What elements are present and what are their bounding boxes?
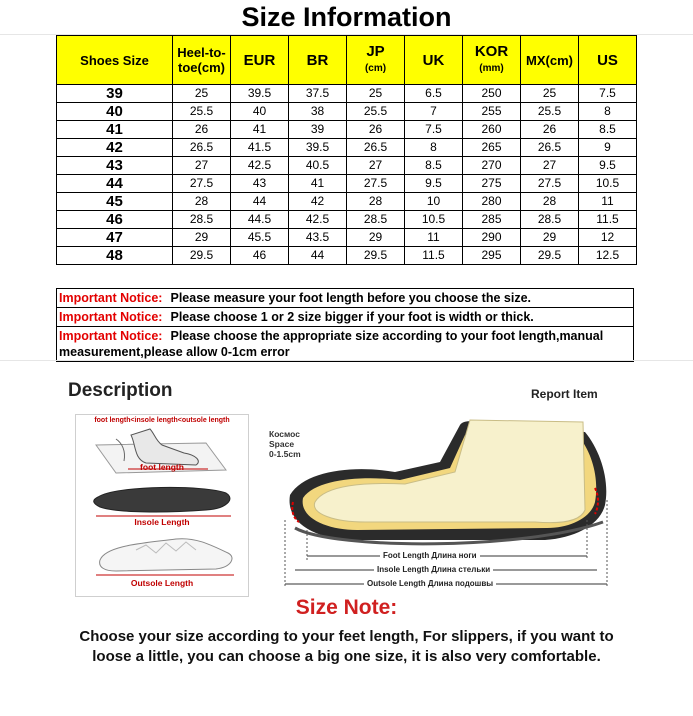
table-row [57, 229, 637, 247]
notice-appropriate-size [56, 326, 634, 362]
foot-length-label: foot length [140, 462, 184, 472]
table-cell: 28 [173, 193, 231, 211]
shoe-size-cell: 44 [57, 175, 173, 193]
page-title: Size Information [241, 2, 452, 32]
table-cell: 25 [347, 85, 405, 103]
table-cell: 12 [579, 229, 637, 247]
table-cell: 39.5 [289, 139, 347, 157]
measurement-illustration [76, 415, 248, 596]
table-row [57, 103, 637, 121]
notice-label: Important Notice: [59, 329, 163, 343]
foot-length-caption: Foot Length Длина ноги [380, 551, 480, 560]
table-cell: 9.5 [579, 157, 637, 175]
table-cell: 270 [463, 157, 521, 175]
table-cell: 255 [463, 103, 521, 121]
table-cell: 28.5 [173, 211, 231, 229]
table-cell: 41 [231, 121, 289, 139]
size-note-title: Size Note: [295, 596, 398, 619]
table-cell: 26 [521, 121, 579, 139]
header-kor: KOR (mm) [463, 36, 521, 85]
table-cell: 39.5 [231, 85, 289, 103]
insole-length-label: Insole Length [134, 517, 190, 527]
notice-bigger-size [56, 307, 634, 327]
insole-shape [94, 487, 230, 512]
table-cell: 27 [173, 157, 231, 175]
size-note-text: Choose your size according to your feet length, For slippers, if you want to loose a little, you can choose a big one size, it is also very comfortable. [79, 628, 614, 665]
table-cell: 44 [289, 247, 347, 265]
table-cell: 285 [463, 211, 521, 229]
table-cell: 8.5 [405, 157, 463, 175]
table-cell: 7 [405, 103, 463, 121]
table-cell: 25 [173, 85, 231, 103]
header-uk: UK [405, 36, 463, 85]
panel-heading: foot length<insole length<outsole length [94, 417, 230, 424]
table-cell: 11.5 [405, 247, 463, 265]
table-cell: 29 [347, 229, 405, 247]
table-cell: 27.5 [521, 175, 579, 193]
table-cell: 41.5 [231, 139, 289, 157]
measurement-panel [75, 414, 249, 597]
table-cell: 45.5 [231, 229, 289, 247]
table-cell: 12.5 [579, 247, 637, 265]
table-cell: 29 [173, 229, 231, 247]
table-cell: 38 [289, 103, 347, 121]
table-header-row [57, 36, 637, 85]
table-cell: 37.5 [289, 85, 347, 103]
header-us: US [579, 36, 637, 85]
table-cell: 10.5 [579, 175, 637, 193]
notice-text: Please choose the appropriate size according to your foot length,manual measurement,please allow 0-1cm error [59, 329, 604, 359]
header-mx: MX(cm) [521, 36, 579, 85]
header-shoes-size: Shoes Size [57, 36, 173, 85]
table-row [57, 85, 637, 103]
table-cell: 10.5 [405, 211, 463, 229]
notice-label: Important Notice: [59, 310, 163, 324]
table-cell: 42.5 [289, 211, 347, 229]
table-cell: 6.5 [405, 85, 463, 103]
table-cell: 27.5 [173, 175, 231, 193]
table-cell: 29.5 [521, 247, 579, 265]
table-cell: 28.5 [521, 211, 579, 229]
shoe-size-cell: 46 [57, 211, 173, 229]
table-cell: 11 [405, 229, 463, 247]
shoe-size-cell: 42 [57, 139, 173, 157]
table-cell: 43 [231, 175, 289, 193]
table-cell: 250 [463, 85, 521, 103]
table-cell: 28 [347, 193, 405, 211]
divider [0, 360, 693, 361]
shoe-size-cell: 40 [57, 103, 173, 121]
notice-text: Please measure your foot length before you choose the size. [170, 291, 531, 305]
table-row [57, 157, 637, 175]
table-cell: 9.5 [405, 175, 463, 193]
shoe-cross-section [265, 410, 625, 590]
table-cell: 29.5 [173, 247, 231, 265]
table-cell: 8.5 [579, 121, 637, 139]
header-br: BR [289, 36, 347, 85]
insole-length-caption: Insole Length Длина стельки [374, 565, 493, 574]
table-cell: 44.5 [231, 211, 289, 229]
report-item-label: Report Item [531, 387, 598, 401]
cosmos-range: 0-1.5cm [269, 449, 301, 459]
table-cell: 290 [463, 229, 521, 247]
table-cell: 28.5 [347, 211, 405, 229]
table-cell: 26.5 [521, 139, 579, 157]
table-cell: 7.5 [405, 121, 463, 139]
outsole-length-caption: Outsole Length Длина подошвы [364, 579, 496, 588]
table-cell: 25.5 [521, 103, 579, 121]
table-cell: 9 [579, 139, 637, 157]
shoe-size-cell: 43 [57, 157, 173, 175]
table-cell: 11 [579, 193, 637, 211]
shoe-size-cell: 48 [57, 247, 173, 265]
description-title: Description [68, 380, 173, 401]
table-cell: 27 [521, 157, 579, 175]
cosmos-label-en: Space [269, 439, 295, 449]
cosmos-label-ru: Космос [269, 429, 300, 439]
table-row [57, 175, 637, 193]
table-cell: 26 [347, 121, 405, 139]
table-cell: 29.5 [347, 247, 405, 265]
table-cell: 265 [463, 139, 521, 157]
table-cell: 27 [347, 157, 405, 175]
header-jp: JP (cm) [347, 36, 405, 85]
outsole-length-label: Outsole Length [130, 578, 194, 588]
table-cell: 7.5 [579, 85, 637, 103]
table-cell: 8 [579, 103, 637, 121]
table-cell: 28 [521, 193, 579, 211]
table-cell: 40 [231, 103, 289, 121]
table-cell: 280 [463, 193, 521, 211]
table-cell: 41 [289, 175, 347, 193]
table-cell: 26.5 [173, 139, 231, 157]
shoe-size-cell: 47 [57, 229, 173, 247]
table-cell: 25.5 [347, 103, 405, 121]
table-cell: 26.5 [347, 139, 405, 157]
shoe-size-cell: 39 [57, 85, 173, 103]
table-cell: 25 [521, 85, 579, 103]
table-cell: 295 [463, 247, 521, 265]
notice-label: Important Notice: [59, 291, 163, 305]
header-heel-to-toe: Heel-to- toe(cm) [173, 36, 231, 85]
table-cell: 11.5 [579, 211, 637, 229]
table-cell: 8 [405, 139, 463, 157]
table-row [57, 121, 637, 139]
table-cell: 25.5 [173, 103, 231, 121]
table-cell: 46 [231, 247, 289, 265]
shoe-size-cell: 45 [57, 193, 173, 211]
shoe-size-cell: 41 [57, 121, 173, 139]
table-cell: 44 [231, 193, 289, 211]
size-table [56, 35, 637, 265]
table-cell: 26 [173, 121, 231, 139]
notice-measure [56, 288, 634, 308]
table-cell: 27.5 [347, 175, 405, 193]
header-eur: EUR [231, 36, 289, 85]
table-cell: 39 [289, 121, 347, 139]
notice-text: Please choose 1 or 2 size bigger if your foot is width or thick. [170, 310, 534, 324]
table-row [57, 139, 637, 157]
table-cell: 29 [521, 229, 579, 247]
table-row [57, 193, 637, 211]
table-cell: 43.5 [289, 229, 347, 247]
table-cell: 42.5 [231, 157, 289, 175]
table-cell: 10 [405, 193, 463, 211]
table-row [57, 211, 637, 229]
table-cell: 260 [463, 121, 521, 139]
table-cell: 42 [289, 193, 347, 211]
table-row [57, 247, 637, 265]
table-cell: 275 [463, 175, 521, 193]
table-cell: 40.5 [289, 157, 347, 175]
